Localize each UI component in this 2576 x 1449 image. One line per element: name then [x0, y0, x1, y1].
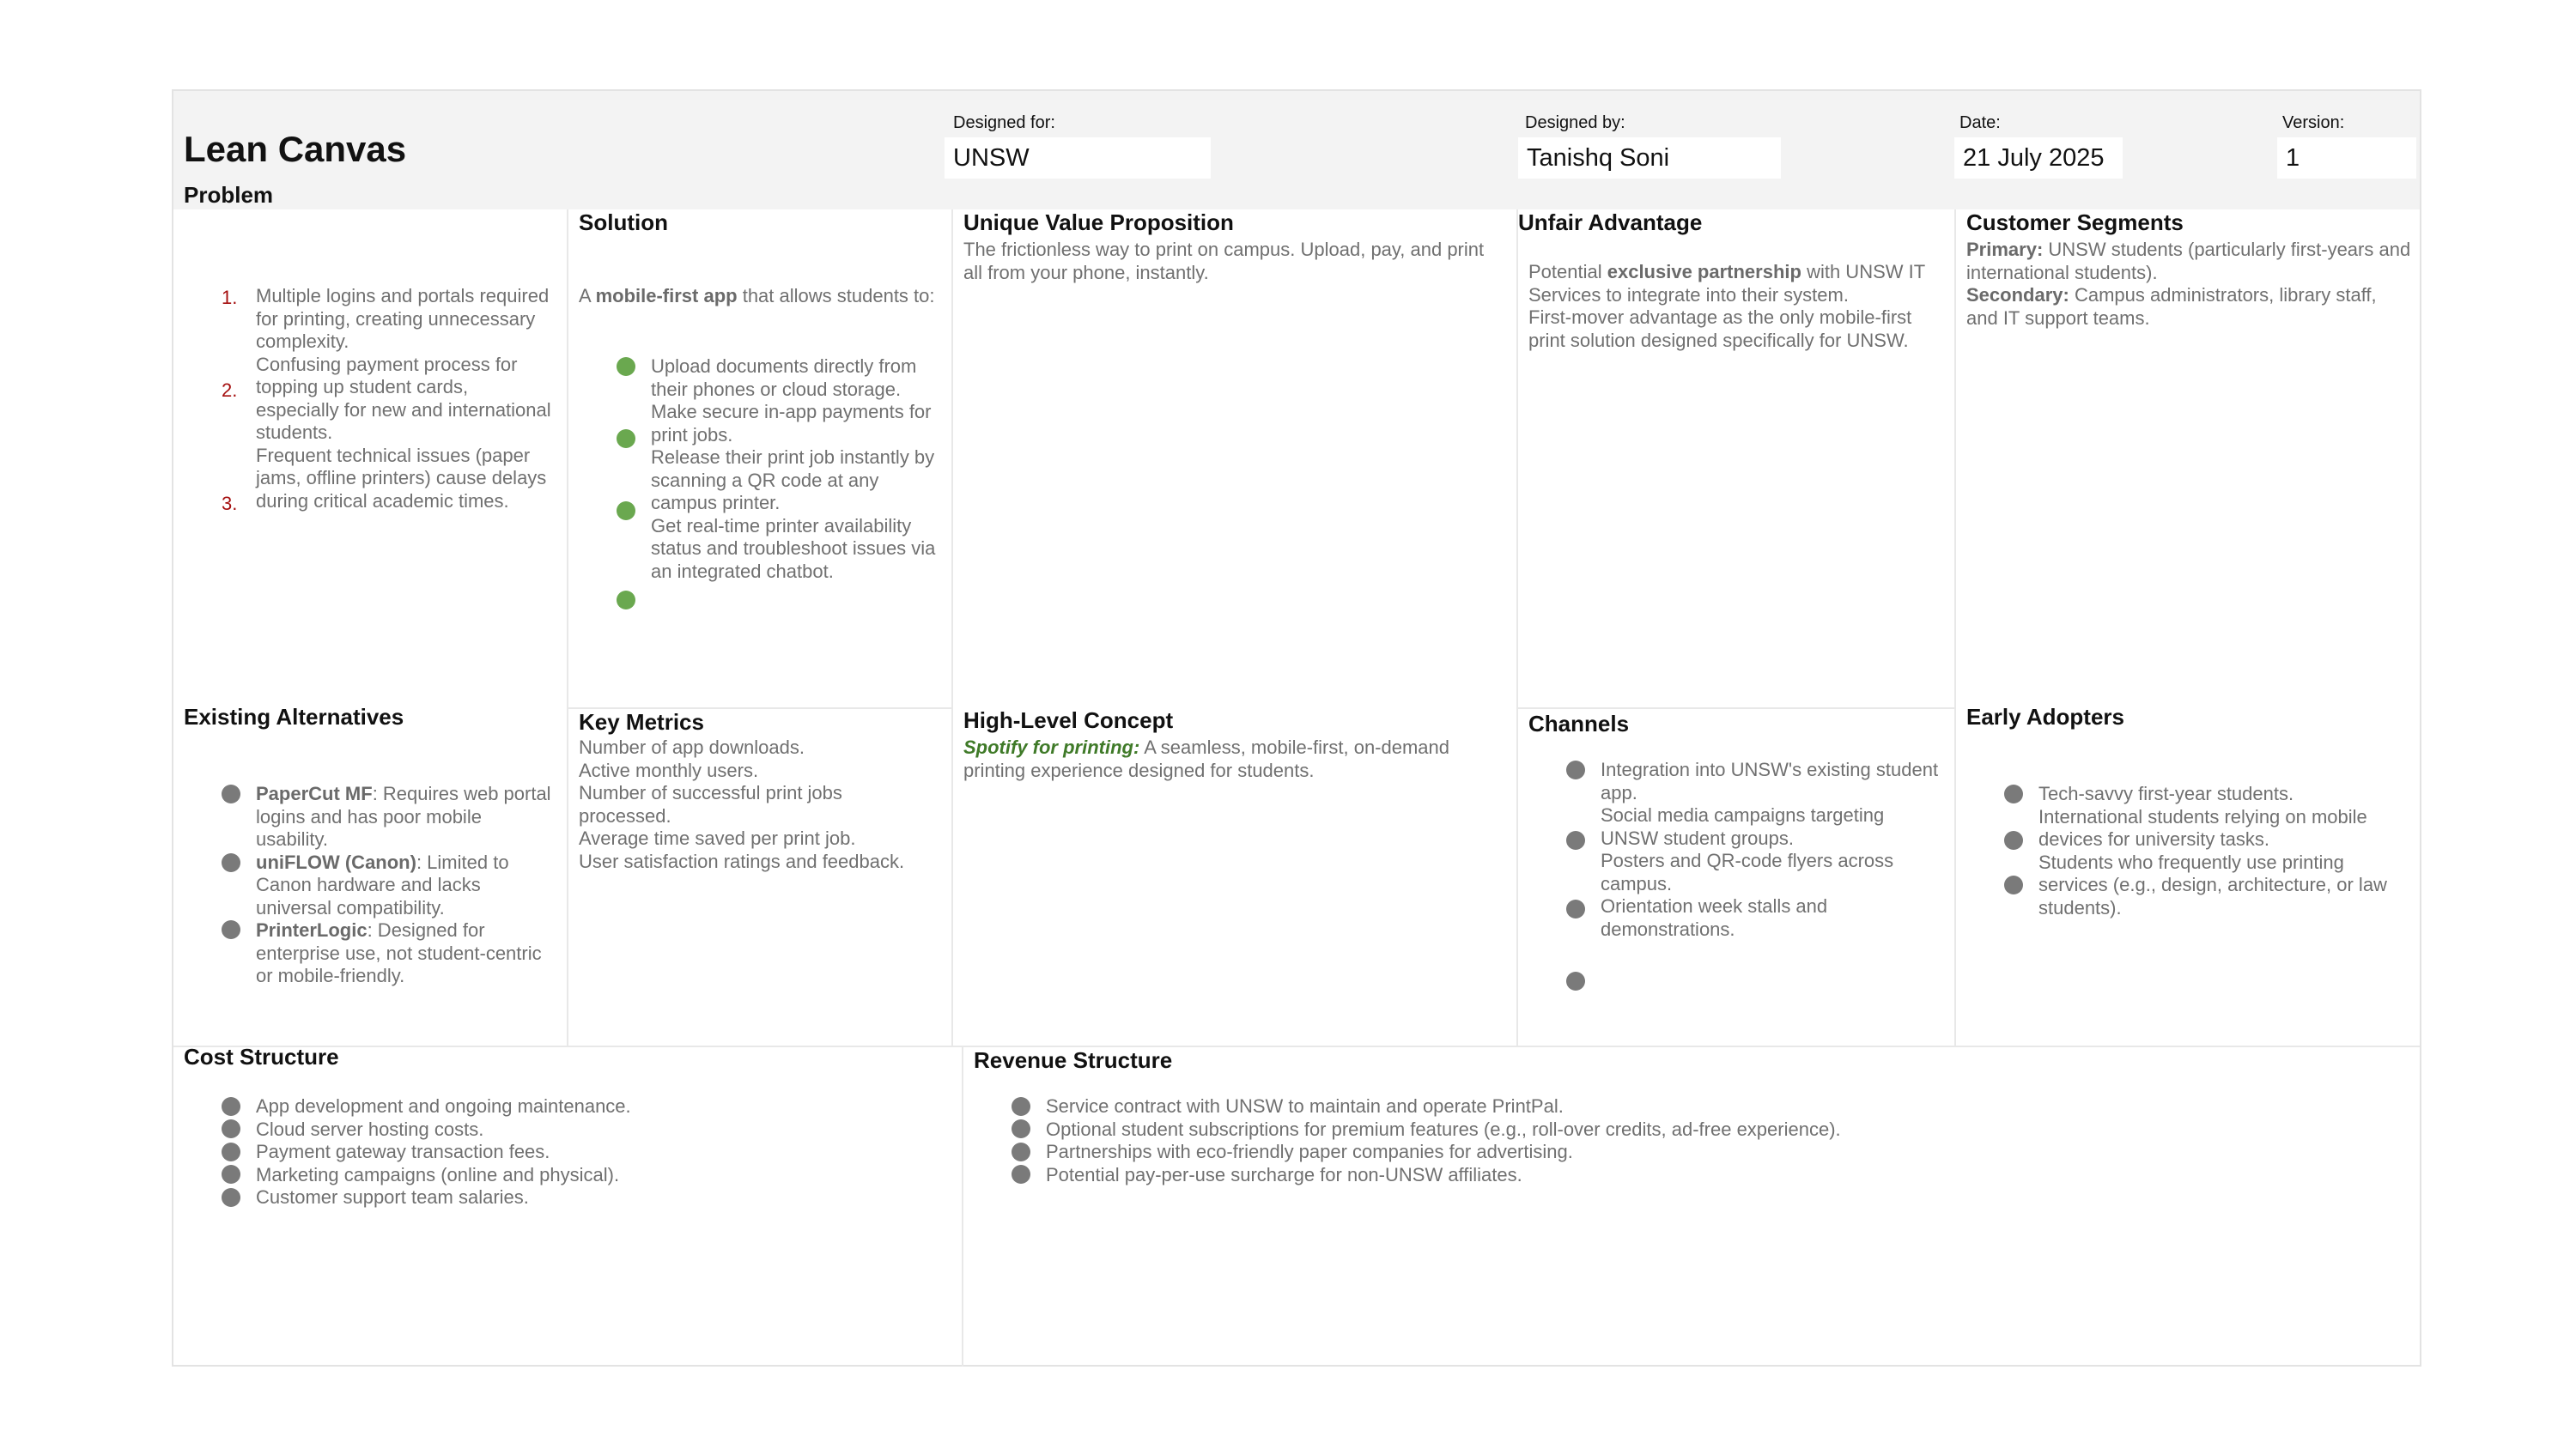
bullet: [222, 1097, 240, 1116]
secondary-text: Campus administrators, library staff, and IT support teams.: [1966, 284, 2377, 329]
customer-segments-text: [1966, 239, 2413, 330]
list-item: User satisfaction ratings and feedback.: [579, 850, 905, 872]
bullet: [1012, 1119, 1030, 1138]
list-item: Marketing campaigns (online and physical).: [256, 1163, 620, 1185]
bullet: [617, 591, 635, 609]
ua-text: Potential: [1528, 261, 1607, 282]
customer-segments-title: Customer Segments: [1966, 209, 2184, 235]
bullet: [617, 501, 635, 520]
alt-desc: : Requires web portal logins and has poor mobile usability.: [256, 783, 551, 850]
list-item: Tech-savvy first-year students.: [2038, 783, 2294, 804]
list-item: Number of successful print jobs processed.: [579, 782, 842, 827]
existing-alternatives-title: Existing Alternatives: [184, 704, 404, 730]
bullet: [222, 853, 240, 872]
bullet: [617, 429, 635, 448]
list-item: Service contract with UNSW to maintain and operate PrintPal.: [1046, 1095, 1564, 1117]
solution-title: Solution: [579, 209, 668, 235]
bullet: [222, 1119, 240, 1138]
solution-intro-text: that allows students to:: [737, 285, 935, 306]
list-item: [256, 919, 558, 988]
alt-name: PrinterLogic: [256, 919, 368, 941]
list-item: Students who frequently use printing services (e.g., design, architecture, or law students).: [2038, 851, 2387, 919]
list-item: International students relying on mobile devices for university tasks.: [2038, 805, 2367, 850]
bullet: [222, 1143, 240, 1161]
bullet: [617, 357, 635, 376]
list-item: Payment gateway transaction fees.: [256, 1141, 550, 1162]
list-item: Release their print job instantly by scanning a QR code at any campus printer.: [651, 446, 935, 513]
solution-list: [651, 355, 943, 583]
bullet: [222, 1165, 240, 1184]
alt-name: PaperCut MF: [256, 783, 373, 804]
primary-text: UNSW students (particularly first-years and international students).: [1966, 239, 2411, 283]
list-number: 3.: [222, 493, 238, 514]
uvp-text: The frictionless way to print on campus. Upload, pay, and print all from your phone, instantly.: [963, 239, 1485, 283]
cost-structure-list: [256, 1095, 943, 1210]
concept-bold: Spotify for printing:: [963, 737, 1140, 758]
ua-text: with UNSW IT Services to integrate into their system.: [1528, 261, 1925, 306]
key-metrics-list: [579, 737, 939, 873]
list-item: Number of app downloads.: [579, 737, 805, 758]
high-level-concept-text: [963, 737, 1496, 782]
divider: [962, 1046, 963, 1367]
bullet: [1012, 1165, 1030, 1184]
unfair-advantage-text: [1528, 261, 1949, 352]
ua-text-2: First-mover advantage as the only mobile-first print solution designed specifically for UNSW.: [1528, 306, 1912, 351]
divider: [1516, 209, 1518, 1046]
bullet: [2004, 831, 2023, 850]
divider: [951, 209, 953, 1046]
designed-by-field[interactable]: Tanishq Soni: [1518, 137, 1781, 179]
bullet: [222, 785, 240, 803]
list-item: Orientation week stalls and demonstrations.: [1601, 895, 1828, 940]
divider: [1954, 209, 1956, 1046]
bullet: [1012, 1097, 1030, 1116]
list-item: Average time saved per print job.: [579, 828, 856, 849]
bullet: [222, 920, 240, 939]
divider: [567, 209, 568, 1046]
list-item: Make secure in-app payments for print jobs.: [651, 401, 932, 446]
uvp-title: Unique Value Proposition: [963, 209, 1234, 235]
list-item: Multiple logins and portals required for printing, creating unnecessary complexity.: [256, 285, 550, 352]
key-metrics-title: Key Metrics: [579, 709, 704, 735]
list-item: Cloud server hosting costs.: [256, 1118, 484, 1140]
channels-list: [1601, 759, 1944, 941]
version-field[interactable]: 1: [2277, 137, 2416, 179]
bullet: [1566, 761, 1585, 779]
bullet: [1566, 900, 1585, 919]
list-item: Frequent technical issues (paper jams, offline printers) cause delays during critical academic times.: [256, 444, 547, 512]
list-item: [256, 852, 558, 920]
cost-structure-title: Cost Structure: [184, 1044, 339, 1070]
designed-for-field[interactable]: UNSW: [945, 137, 1211, 179]
list-item: Social media campaigns targeting UNSW student groups.: [1601, 804, 1885, 849]
solution-intro-text: A: [579, 285, 596, 306]
list-item: Integration into UNSW's existing student app.: [1601, 759, 1939, 803]
ua-bold: exclusive partnership: [1607, 261, 1801, 282]
problem-list: [256, 285, 552, 512]
concept-text: A seamless, mobile-first, on-demand printing experience designed for students.: [963, 737, 1450, 781]
secondary-label: Secondary:: [1966, 284, 2069, 306]
designed-by-label: Designed by:: [1525, 113, 1625, 132]
list-item: Upload documents directly from their phones or cloud storage.: [651, 355, 917, 400]
version-label: Version:: [2282, 113, 2345, 132]
list-item: Partnerships with eco-friendly paper companies for advertising.: [1046, 1141, 1573, 1162]
date-field[interactable]: 21 July 2025: [1954, 137, 2123, 179]
early-adopters-list: [2038, 783, 2416, 919]
list-number: 1.: [222, 287, 238, 308]
page-title: Lean Canvas: [184, 129, 407, 169]
list-item: [256, 783, 558, 852]
designed-for-label: Designed for:: [953, 113, 1055, 132]
primary-label: Primary:: [1966, 239, 2044, 260]
solution-intro: [579, 285, 939, 308]
list-number: 2.: [222, 379, 238, 401]
divider: [173, 1046, 2420, 1047]
high-level-concept-title: High-Level Concept: [963, 707, 1174, 733]
alternatives-list: [256, 783, 558, 988]
list-item: Optional student subscriptions for premium features (e.g., roll-over credits, ad-free experience).: [1046, 1118, 1841, 1140]
bullet: [1012, 1143, 1030, 1161]
bullet: [1566, 972, 1585, 991]
bullet: [222, 1188, 240, 1207]
list-item: Potential pay-per-use surcharge for non-UNSW affiliates.: [1046, 1163, 1522, 1185]
list-item: Posters and QR-code flyers across campus.: [1601, 850, 1894, 894]
date-label: Date:: [1959, 113, 2001, 132]
alt-name: uniFLOW (Canon): [256, 851, 416, 873]
alt-desc: : Designed for enterprise use, not student-centric or mobile-friendly.: [256, 919, 542, 986]
list-item: Get real-time printer availability status and troubleshoot issues via an integrated chatbot.: [651, 514, 936, 582]
problem-title: Problem: [184, 182, 274, 208]
list-item: Customer support team salaries.: [256, 1186, 529, 1208]
list-item: Confusing payment process for topping up student cards, especially for new and international students.: [256, 353, 551, 443]
bullet: [1566, 831, 1585, 850]
revenue-structure-title: Revenue Structure: [974, 1047, 1173, 1073]
lean-canvas-sheet: [172, 89, 2421, 1367]
list-item: Active monthly users.: [579, 759, 759, 781]
solution-intro-bold: mobile-first app: [595, 285, 738, 306]
alt-desc: : Limited to Canon hardware and lacks universal compatibility.: [256, 851, 509, 919]
bullet: [2004, 876, 2023, 894]
early-adopters-title: Early Adopters: [1966, 704, 2124, 730]
unfair-advantage-title: Unfair Advantage: [1518, 209, 1703, 235]
divider: [1516, 707, 1954, 709]
bullet: [2004, 785, 2023, 803]
list-item: App development and ongoing maintenance.: [256, 1095, 631, 1117]
revenue-structure-list: [1046, 1095, 2403, 1186]
channels-title: Channels: [1528, 711, 1630, 737]
